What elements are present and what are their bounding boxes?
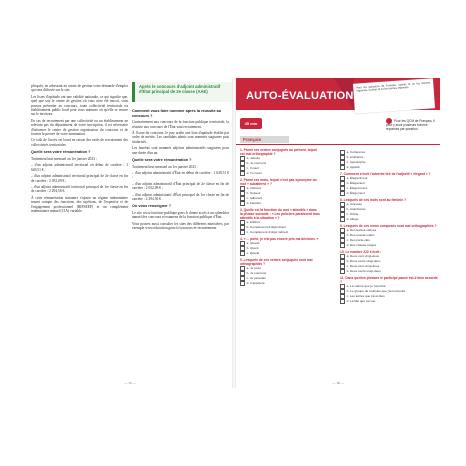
checkbox-icon[interactable] [240, 266, 245, 271]
answer-option[interactable] [240, 281, 320, 286]
option-label: c. Des porte-clés [346, 238, 370, 243]
option-label: c. Les lettres que j'ai écrites [346, 294, 385, 299]
option-label: c. Quand [246, 251, 260, 256]
checkbox-icon[interactable] [240, 251, 245, 256]
option-label: a. Cohérence [346, 150, 366, 155]
paragraph: À cette rémunération statutaire s'ajoute un régime indemnitaire tenant compte des fonctions, des sujétions, de l'expertise et de l'engagement professionnel (RIFSEEP) et un complément indemnitaire annuel (CIA) variable. [31, 195, 128, 213]
checkbox-icon[interactable] [340, 228, 345, 233]
option-label: d. Il appelera [246, 281, 265, 286]
option-label: c. Je pèserais [246, 276, 266, 281]
question [240, 148, 320, 176]
checkbox-icon[interactable] [340, 155, 345, 160]
option-label: c. Apostrophe [346, 160, 366, 165]
column-body [132, 106, 229, 233]
option-label: d. Alloge [346, 217, 359, 222]
checkbox-icon[interactable] [340, 264, 345, 269]
checkbox-icon[interactable] [340, 207, 345, 212]
book-spread [28, 78, 440, 388]
answer-option[interactable] [340, 299, 438, 304]
answer-option[interactable] [340, 243, 438, 248]
answer-option[interactable] [340, 191, 438, 196]
section-heading: Quelle sera votre rémunération ? [132, 158, 192, 163]
checkbox-icon[interactable] [340, 233, 345, 238]
option-label: a. Jeboire [246, 156, 261, 161]
question-text: 2. Parmi ces mots, lequel n'est pas synonyme du mot « subalterne » ? [240, 178, 317, 187]
option-label: d. La fille que j'ai vue [346, 299, 376, 304]
option-label: a. Je joure [246, 266, 262, 271]
question [240, 237, 320, 256]
questions-column-right [340, 150, 438, 304]
question [240, 178, 320, 206]
question-text: 8. Lesquels de ces mots sont au féminin ? [340, 198, 407, 203]
option-label: b. Deux cents vingt-deux [346, 259, 381, 264]
question-text: 10. Le nombre 222 s'écrit : [340, 250, 382, 255]
paragraph: – d'un adjoint administratif territorial principal de 1re classe en fin de carrière : 2 294,56 €. [31, 184, 128, 194]
chapter-box [132, 82, 232, 102]
question-text: 3. Quelle est la fonction du mot « attentifs » dans la phrase suivante : « Les policiers paraissent tous attentifs à la situation » ? [240, 208, 320, 221]
question-text: 9. Lesquels de ces noms composés sont mal orthographiés ? [340, 224, 437, 229]
section-heading: Comment vous faire nommer après la réussite au concours ? [132, 109, 222, 118]
qcm-note-text: Pour les QCM de Français, il peut y avoir plusieurs bonnes réponses par question. [386, 118, 435, 131]
banner-title: AUTO-ÉVALUATION [246, 90, 354, 102]
section-heading: Où vous renseigner ? [132, 204, 172, 209]
checkbox-icon[interactable] [340, 254, 345, 259]
option-label: b. Anachorète [346, 207, 366, 212]
question [340, 198, 438, 222]
option-label: d. Élégement [346, 191, 365, 196]
checkbox-icon[interactable] [340, 160, 345, 165]
option-label: a. Des lèches-vitrines [346, 228, 377, 233]
question [240, 208, 320, 235]
option-label: b. Des essuie-mains [346, 233, 375, 238]
paragraph: Ce coût de l'accès est lourd en raison des tarifs de recrutement des collectivités territoriales. [31, 138, 128, 147]
checkbox-icon[interactable] [240, 196, 245, 201]
section-divider [236, 144, 440, 145]
sticky-note [353, 78, 435, 114]
option-label: c. Il court [246, 166, 260, 171]
checkbox-icon[interactable] [240, 156, 245, 161]
checkbox-icon[interactable] [240, 201, 245, 206]
checkbox-icon[interactable] [340, 299, 345, 304]
checkbox-icon[interactable] [340, 186, 345, 191]
checkbox-icon[interactable] [240, 230, 245, 235]
option-label: c. Deux-cent-vingt-deux [346, 264, 380, 269]
option-label: b. Élégament [346, 181, 365, 186]
checkbox-icon[interactable] [340, 150, 345, 155]
paragraph: En cas de recrutement par une collectivité ou un établissement ne relevant pas du département de votre inscription, il est nécessaire d'informer le centre de gestion organisateur du concours et de fournir la preuve de votre nomination. [31, 118, 128, 137]
option-label: b. Je courrons [246, 271, 267, 276]
question [340, 250, 438, 274]
page-number: — 15 — [124, 381, 136, 385]
questions-column-left [240, 146, 320, 286]
option-label: a. Inférieur [246, 186, 262, 191]
checkbox-icon[interactable] [340, 294, 345, 299]
checkbox-icon[interactable] [340, 176, 345, 181]
option-label: d. Familier [246, 201, 262, 206]
left-page [28, 78, 232, 388]
checkbox-icon[interactable] [240, 281, 245, 286]
left-column [31, 84, 128, 215]
checkbox-icon[interactable] [240, 191, 245, 196]
answer-option[interactable] [240, 201, 320, 206]
checkbox-icon[interactable] [240, 166, 245, 171]
checkbox-icon[interactable] [340, 243, 345, 248]
paragraph: Vous pouvez aussi consulter les sites des différents ministères, par exemple www.education.gouv.fr/concours-et-recrutements. [132, 221, 229, 231]
option-label: d. Deux cents-vingt-deux [346, 269, 381, 274]
paragraph: plicqués, en adressant au centre de gestion votre demande d'emploi qui sera diffusée sur le site. [31, 84, 128, 93]
checkbox-icon[interactable] [240, 186, 245, 191]
checkbox-icon[interactable] [240, 241, 245, 246]
checkbox-icon[interactable] [340, 191, 345, 196]
section-tab: Français [240, 136, 289, 143]
question [340, 150, 438, 170]
paragraph: – d'un adjoint administratif territorial principal de 2e classe en fin de carrière : 2 052,09 € ; [31, 174, 128, 183]
option-label: a. Élégamment [346, 176, 368, 181]
paragraph: Contrairement aux concours de la fonction publique territoriale, la réussite aux concours de l'État vaut recrutement. [132, 120, 229, 129]
option-label: a. Deux cent vingt-deux [346, 254, 380, 259]
checkbox-icon[interactable] [340, 202, 345, 207]
section-heading: Quelle sera votre rémunération ? [31, 150, 91, 155]
paragraph: – d'un adjoint administratif d'État en début de carrière : 1 649,51 € ; [132, 171, 229, 180]
checkbox-icon[interactable] [340, 212, 345, 217]
option-label: b. Ambiance [346, 155, 364, 160]
option-label: c. Orbite [346, 212, 359, 217]
answer-option[interactable] [340, 217, 438, 222]
paragraph: – d'un adjoint administratif territorial en début de carrière : 1 649,51 € ; [31, 163, 128, 172]
option-label: c. Adhérent [246, 196, 263, 201]
paragraph: Le site www.fonction-publique.gouv.fr donne accès à un calendrier annuel des concours et examens de la fonction publique d'État. [132, 211, 229, 220]
option-label: c. Élégemment [346, 186, 368, 191]
checkbox-icon[interactable] [340, 269, 345, 274]
checkbox-icon[interactable] [240, 161, 245, 166]
option-label: d. Appétit [346, 165, 360, 170]
checkbox-icon[interactable] [340, 289, 345, 294]
page-number: — 16 — [332, 381, 344, 385]
answer-option[interactable] [340, 269, 438, 274]
paragraph: Traitement brut mensuel au 1er janvier 2023 : [132, 164, 198, 169]
right-page [236, 78, 440, 388]
question [340, 224, 438, 248]
question-text: 1. Parmi ces verbes conjugués au présent, lequel est mal orthographié ? [240, 148, 318, 156]
question-text: 7. Comment s'écrit l'adverbe tiré de l'adjectif « élégant » ? [340, 172, 431, 177]
answer-option[interactable] [240, 171, 320, 176]
option-label: a. Attribut [246, 220, 260, 225]
answer-option[interactable] [240, 230, 320, 235]
chapter-heading: Après le concours d'adjoint administratif d'État principal de 2e classe (AAE) [139, 84, 221, 95]
checkbox-icon[interactable] [340, 217, 345, 222]
qcm-note [386, 118, 438, 132]
question-text: 11. Dans quelles phrases le participe passé est-il bien accordé ? [340, 276, 438, 285]
option-label: b. Quant [246, 246, 259, 251]
checkbox-icon[interactable] [240, 276, 245, 281]
checkbox-icon[interactable] [240, 171, 245, 176]
option-label: b. Complément d'objet direct [246, 225, 286, 230]
question [240, 258, 320, 286]
paragraph: Les lauréats sont nommés adjoints administratifs stagiaires pour une durée d'un an. [132, 146, 229, 155]
option-label: c. Complément d'objet indirect [246, 230, 289, 235]
checkbox-icon[interactable] [340, 238, 345, 243]
option-label: a. Amnésie [346, 202, 362, 207]
paragraph: – d'un adjoint administratif d'État principal de 1re classe en fin de carrière : 2 294,56 €. [132, 192, 229, 202]
checkbox-icon[interactable] [340, 165, 345, 170]
checkbox-icon[interactable] [340, 181, 345, 186]
option-label: d. Des chasse-neiges [346, 243, 377, 248]
option-label: a. Quand [246, 241, 260, 246]
timer-badge: 45 min [240, 118, 262, 129]
paragraph: Les listes d'aptitude ont une validité nationale, ce qui signifie que, quel que soit le centre de gestion où vous avez été inscrit, vous pouvez présenter au concours, toute collectivité territoriale ou établissement public local peut vous nommer où qu'elle se trouve sur le territoire. [31, 94, 128, 117]
checkbox-icon[interactable] [240, 246, 245, 251]
note-text: Pour les questions de Français, cochez la ou les bonnes réponses. Cochez le ou les bonnes réponses. [356, 81, 431, 93]
option-label: d. Tu cours [246, 171, 262, 176]
answer-option[interactable] [240, 251, 320, 256]
paragraph: Traitement brut mensuel au 1er janvier 2023 : [31, 156, 97, 161]
option-label: a. La voiture que je t'ai prêté [346, 284, 386, 289]
paragraph: À l'issue du concours, le jury arrête une liste d'aptitude établie par ordre de mérite. Les candidats admis sont nommés stagiaires puis titularisés. [132, 131, 229, 144]
checkbox-icon[interactable] [240, 271, 245, 276]
paragraph: – d'un adjoint administratif d'État principal de 2e classe en fin de carrière : 2 052,09 € ; [132, 181, 229, 191]
question [340, 172, 438, 196]
checkbox-icon[interactable] [240, 225, 245, 230]
question-text: 5. Lesquels de ces verbes conjugués sont mal orthographiés ? [240, 258, 313, 267]
checkbox-icon[interactable] [240, 220, 245, 225]
question [340, 276, 438, 304]
option-label: b. Le groupe de touristes que j'ai rencontré [346, 289, 406, 294]
answer-option[interactable] [340, 165, 438, 170]
question-text: 4. « ... porte, je n'ai pas encore pris ma décision. » [240, 237, 319, 242]
checkbox-icon[interactable] [340, 284, 345, 289]
option-label: b. Suiveur [246, 191, 261, 196]
checkbox-icon[interactable] [340, 259, 345, 264]
option-label: b. Je courrons [246, 161, 267, 166]
